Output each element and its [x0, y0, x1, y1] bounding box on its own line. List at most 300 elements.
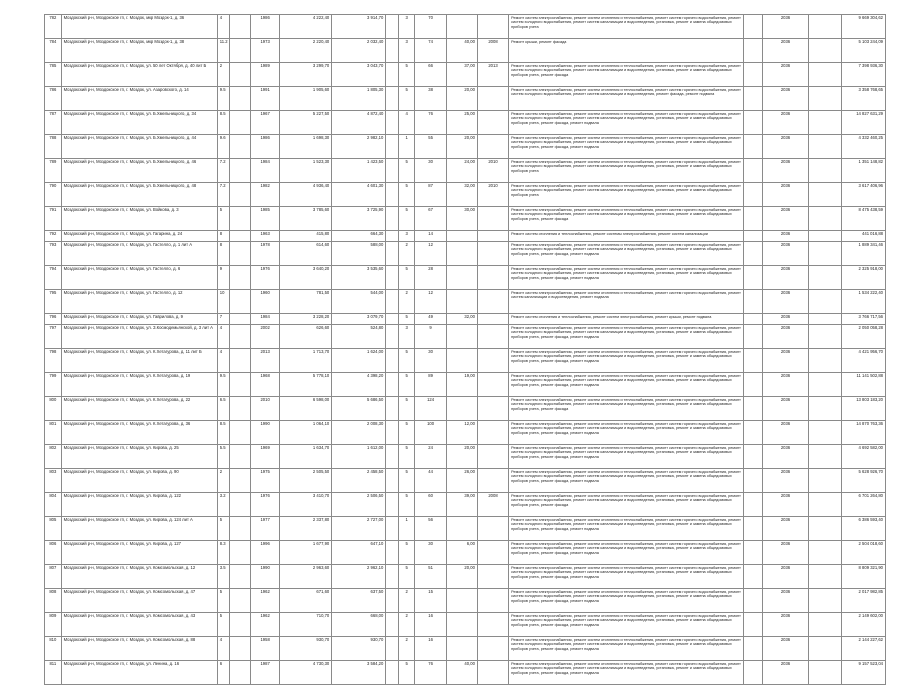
- build-year: 1960: [251, 290, 280, 314]
- total-area: 3 299,70: [280, 63, 332, 87]
- wall-material: 4: [217, 325, 229, 349]
- table-row: [45, 565, 886, 589]
- blank-col: [808, 111, 841, 135]
- row-number: 797: [45, 325, 62, 349]
- floors: 2: [398, 589, 415, 613]
- last-repair-year: [477, 541, 508, 565]
- estimated-cost: 8 475 438,59: [842, 207, 886, 231]
- living-area: 930,70: [332, 637, 386, 661]
- wear-percent: [446, 517, 477, 541]
- living-area: 3 079,70: [332, 314, 386, 325]
- residents: 12: [415, 242, 446, 266]
- table-row: [45, 541, 886, 565]
- wall-material: 9.5: [217, 373, 229, 397]
- wear-percent: [446, 613, 477, 637]
- residents: 15: [415, 589, 446, 613]
- wall-material: 8.5: [217, 111, 229, 135]
- blank-col: [386, 242, 398, 266]
- works-description: Ремонт систем электроснабжения, ремонт систем отопления и теплоснабжения, ремонт систем горячего водоснабжения, ремонт систем холодного водоснабжения, ремонт систем канализации и водоотведения, установка, ремонт и замена общедомовых приборов учета, ремонт фасада: [509, 397, 744, 421]
- wall-material: 9.6: [217, 135, 229, 159]
- blank-col: [808, 183, 841, 207]
- wear-percent: 37,00: [446, 63, 477, 87]
- living-area: 647,10: [332, 541, 386, 565]
- residents: 51: [415, 565, 446, 589]
- table-row: [45, 242, 886, 266]
- blank-col: [744, 565, 763, 589]
- total-area: 6 598,00: [280, 397, 332, 421]
- blank-col: [744, 87, 763, 111]
- row-number: 787: [45, 111, 62, 135]
- table-row: [45, 39, 886, 63]
- build-year: 1976: [251, 493, 280, 517]
- works-description: Ремонт систем электроснабжения, ремонт систем отопления и теплоснабжения, ремонт систем горячего водоснабжения, ремонт систем холодного водоснабжения, ремонт систем канализации и водоотведения, установка, ремонт и замена общедомовых приборов учета, ремонт фасада, ремонт подвала: [509, 445, 744, 469]
- wall-material: 8: [217, 231, 229, 242]
- build-year: 1984: [251, 314, 280, 325]
- total-area: 671,60: [280, 589, 332, 613]
- floors: 3: [398, 15, 415, 39]
- row-number: 792: [45, 231, 62, 242]
- last-repair-year: [477, 290, 508, 314]
- blank-col: [744, 469, 763, 493]
- residents: 76: [415, 661, 446, 685]
- blank-col: [386, 266, 398, 290]
- last-repair-year: [477, 325, 508, 349]
- blank-col: [744, 637, 763, 661]
- planned-year: 2036: [763, 349, 809, 373]
- total-area: 1 634,70: [280, 445, 332, 469]
- blank-col: [230, 493, 251, 517]
- blank-col: [386, 63, 398, 87]
- floors: 3: [398, 325, 415, 349]
- blank-col: [808, 290, 841, 314]
- floors: 5: [398, 87, 415, 111]
- estimated-cost: 13 803 183,20: [842, 397, 886, 421]
- last-repair-year: [477, 314, 508, 325]
- build-year: 2013: [251, 349, 280, 373]
- living-area: 637,50: [332, 589, 386, 613]
- total-area: 4 936,40: [280, 183, 332, 207]
- residents: 38: [415, 87, 446, 111]
- wall-material: 7: [217, 314, 229, 325]
- planned-year: 2036: [763, 589, 809, 613]
- floors: 4: [398, 111, 415, 135]
- living-area: 1 423,50: [332, 159, 386, 183]
- blank-col: [386, 469, 398, 493]
- blank-col: [386, 39, 398, 63]
- blank-col: [808, 39, 841, 63]
- blank-col: [744, 373, 763, 397]
- table-row: [45, 63, 886, 87]
- table-row: [45, 613, 886, 637]
- wall-material: 9.5: [217, 87, 229, 111]
- last-repair-year: [477, 661, 508, 685]
- blank-col: [386, 613, 398, 637]
- works-description: Ремонт систем электроснабжения, ремонт систем отопления и теплоснабжения, ремонт систем горячего водоснабжения, ремонт систем холодного водоснабжения, ремонт систем канализации и водоотведения, установка, ремонт и замена общедомовых приборов учета, ремонт фасада: [509, 63, 744, 87]
- row-number: 786: [45, 87, 62, 111]
- row-number: 789: [45, 159, 62, 183]
- wall-material: 11.2: [217, 39, 229, 63]
- blank-col: [386, 397, 398, 421]
- residents: 89: [415, 373, 446, 397]
- living-area: 1 624,00: [332, 349, 386, 373]
- row-number: 806: [45, 541, 62, 565]
- blank-col: [386, 111, 398, 135]
- address: Моздокский р-н, Моздокское гп, г. Моздок, ул. Кирова, д. 90: [61, 469, 217, 493]
- floors: 5: [398, 63, 415, 87]
- table-row: [45, 314, 886, 325]
- residents: 70: [415, 15, 446, 39]
- row-number: 795: [45, 290, 62, 314]
- residents: 100: [415, 421, 446, 445]
- address: Моздокский р-н, Моздокское гп, г. Моздок, ул. Гастелло, д. 1 лит А: [61, 242, 217, 266]
- living-area: 2 982,10: [332, 135, 386, 159]
- table-row: [45, 589, 886, 613]
- works-description: Ремонт систем электроснабжения, ремонт систем отопления и теплоснабжения, ремонт систем горячего водоснабжения, ремонт систем холодного водоснабжения, ремонт систем канализации и водоотведения, установка, ремонт и замена общедомовых приборов учета: [509, 183, 744, 207]
- blank-col: [230, 207, 251, 231]
- floors: 5: [398, 159, 415, 183]
- table-row: [45, 397, 886, 421]
- wall-material: 5: [217, 589, 229, 613]
- wear-percent: [446, 325, 477, 349]
- living-area: 524,80: [332, 325, 386, 349]
- table-row: [45, 493, 886, 517]
- address: Моздокский р-н, Моздокское гп, г. Моздок, ул. Кирова, д. 122: [61, 493, 217, 517]
- last-repair-year: 2010: [477, 159, 508, 183]
- estimated-cost: 3 358 768,65: [842, 87, 886, 111]
- address: Моздокский р-н, Моздокское гп, г. Моздок, ул. Кирова, д. 25: [61, 445, 217, 469]
- last-repair-year: [477, 231, 508, 242]
- living-area: 3 725,90: [332, 207, 386, 231]
- register-rows: [45, 15, 886, 685]
- build-year: 2010: [251, 397, 280, 421]
- address: Моздокский р-н, Моздокское гп, г. Моздок, ул. Б.Хмельницкого, д. 34: [61, 111, 217, 135]
- blank-col: [744, 661, 763, 685]
- blank-col: [744, 541, 763, 565]
- blank-col: [230, 373, 251, 397]
- blank-col: [744, 613, 763, 637]
- floors: 5: [398, 493, 415, 517]
- total-area: 1 905,60: [280, 87, 332, 111]
- estimated-cost: 2 017 982,85: [842, 589, 886, 613]
- residents: 44: [415, 469, 446, 493]
- living-area: 5 686,50: [332, 397, 386, 421]
- wear-percent: [446, 589, 477, 613]
- blank-col: [808, 349, 841, 373]
- total-area: 710,70: [280, 613, 332, 637]
- residents: 66: [415, 63, 446, 87]
- blank-col: [744, 231, 763, 242]
- address: Моздокский р-н, Моздокское гп, г. Моздок, ул. Кирова, д. 124 лит А: [61, 517, 217, 541]
- wall-material: 6.5: [217, 397, 229, 421]
- floors: 5: [398, 565, 415, 589]
- blank-col: [230, 565, 251, 589]
- row-number: 791: [45, 207, 62, 231]
- total-area: 2 220,40: [280, 39, 332, 63]
- total-area: 5 227,50: [280, 111, 332, 135]
- blank-col: [230, 541, 251, 565]
- table-row: [45, 349, 886, 373]
- last-repair-year: [477, 445, 508, 469]
- planned-year: 2036: [763, 469, 809, 493]
- works-description: Ремонт систем отопления и теплоснабжения, ремонт системы электроснабжения, ремонт систем канализации: [509, 231, 744, 242]
- planned-year: 2036: [763, 445, 809, 469]
- table-row: [45, 111, 886, 135]
- residents: 74: [415, 39, 446, 63]
- blank-col: [744, 589, 763, 613]
- table-row: [45, 445, 886, 469]
- estimated-cost: 14 827 631,29: [842, 111, 886, 135]
- blank-col: [386, 231, 398, 242]
- table-row: [45, 373, 886, 397]
- living-area: 3 043,70: [332, 63, 386, 87]
- blank-col: [386, 373, 398, 397]
- table-row: [45, 15, 886, 39]
- blank-col: [230, 231, 251, 242]
- address: Моздокский р-н, Моздокское гп, г. Моздок, ул. Б.Хмельницкого, д. 46: [61, 159, 217, 183]
- residents: 16: [415, 613, 446, 637]
- residents: 30: [415, 159, 446, 183]
- blank-col: [808, 87, 841, 111]
- build-year: 1990: [251, 565, 280, 589]
- floors: 5: [398, 373, 415, 397]
- floors: 5: [398, 266, 415, 290]
- total-area: 781,50: [280, 290, 332, 314]
- total-area: 1 698,30: [280, 135, 332, 159]
- works-description: Ремонт систем электроснабжения, ремонт систем отопления и теплоснабжения, ремонт систем горячего водоснабжения, ремонт систем холодного водоснабжения, ремонт систем канализации и водоотведения, установка, ремонт и замена общедомовых приборов учета, ремонт фасада, ремонт подвала: [509, 373, 744, 397]
- table-row: [45, 135, 886, 159]
- blank-col: [808, 541, 841, 565]
- estimated-cost: 9 669 304,62: [842, 15, 886, 39]
- estimated-cost: 3 766 717,56: [842, 314, 886, 325]
- residents: 24: [415, 445, 446, 469]
- planned-year: 2036: [763, 661, 809, 685]
- row-number: 788: [45, 135, 62, 159]
- blank-col: [230, 314, 251, 325]
- last-repair-year: [477, 242, 508, 266]
- blank-col: [808, 589, 841, 613]
- blank-col: [230, 111, 251, 135]
- address: Моздокский р-н, Моздокское гп, г. Моздок, ул. Гастелло, д. 12: [61, 290, 217, 314]
- wear-percent: 40,00: [446, 39, 477, 63]
- estimated-cost: 4 421 956,70: [842, 349, 886, 373]
- estimated-cost: 5 628 926,70: [842, 469, 886, 493]
- estimated-cost: 1 889 341,46: [842, 242, 886, 266]
- residents: 76: [415, 111, 446, 135]
- last-repair-year: [477, 87, 508, 111]
- build-year: 1990: [251, 421, 280, 445]
- blank-col: [744, 517, 763, 541]
- works-description: Ремонт систем электроснабжения, ремонт систем отопления и теплоснабжения, ремонт систем горячего водоснабжения, ремонт систем холодного водоснабжения, ремонт систем канализации и водоотведения, установка, ремонт и замена общедомовых приборов учета, ремонт фасада, ремонт подвала: [509, 469, 744, 493]
- living-area: 2 506,50: [332, 493, 386, 517]
- last-repair-year: [477, 589, 508, 613]
- living-area: 2 727,00: [332, 517, 386, 541]
- wear-percent: 32,00: [446, 314, 477, 325]
- address: Моздокский р-н, Моздокское гп, г. Моздок, мкр Моздок-1, д. 38: [61, 39, 217, 63]
- blank-col: [744, 349, 763, 373]
- works-description: Ремонт систем электроснабжения, ремонт систем отопления и теплоснабжения, ремонт систем горячего водоснабжения, ремонт систем холодного водоснабжения, ремонт систем канализации и водоотведения, установка, ремонт и замена общедомовых приборов учета, ремонт фасада, ремонт подвала: [509, 421, 744, 445]
- wear-percent: [446, 397, 477, 421]
- works-description: Ремонт систем электроснабжения, ремонт систем отопления и теплоснабжения, ремонт систем горячего водоснабжения, ремонт систем холодного водоснабжения, ремонт систем канализации и водоотведения, установка, ремонт и замена общедомовых приборов учета, ремонт фасада, ремонт подвала: [509, 111, 744, 135]
- wear-percent: 6,00: [446, 541, 477, 565]
- row-number: 796: [45, 314, 62, 325]
- planned-year: 2036: [763, 231, 809, 242]
- blank-col: [744, 63, 763, 87]
- residents: 16: [415, 637, 446, 661]
- wear-percent: 20,00: [446, 135, 477, 159]
- address: Моздокский р-н, Моздокское гп, г. Моздок, ул. К.Хетагурова, д. 36: [61, 421, 217, 445]
- row-number: 784: [45, 39, 62, 63]
- floors: 5: [398, 183, 415, 207]
- row-number: 782: [45, 15, 62, 39]
- wall-material: 7.2: [217, 159, 229, 183]
- build-year: 1978: [251, 242, 280, 266]
- blank-col: [744, 15, 763, 39]
- planned-year: 2036: [763, 266, 809, 290]
- wear-percent: 12,00: [446, 421, 477, 445]
- build-year: 1984: [251, 159, 280, 183]
- blank-col: [744, 242, 763, 266]
- last-repair-year: [477, 135, 508, 159]
- estimated-cost: 1 351 148,82: [842, 159, 886, 183]
- table-row: [45, 87, 886, 111]
- last-repair-year: [477, 565, 508, 589]
- estimated-cost: 2 149 602,00: [842, 613, 886, 637]
- address: Моздокский р-н, Моздокское гп, г. Моздок, ул. Гагарина, д. 24: [61, 231, 217, 242]
- floors: 5: [398, 661, 415, 685]
- blank-col: [808, 637, 841, 661]
- floors: 1: [398, 517, 415, 541]
- floors: 5: [398, 314, 415, 325]
- build-year: 1958: [251, 637, 280, 661]
- blank-col: [386, 135, 398, 159]
- floors: 2: [398, 637, 415, 661]
- blank-col: [386, 183, 398, 207]
- works-description: Ремонт систем электроснабжения, ремонт систем отопления и теплоснабжения, ремонт систем горячего водоснабжения, ремонт систем холодного водоснабжения, ремонт систем канализации и водоотведения, установка, ремонт и замена общедомовых приборов учета, ремонт фасада, ремонт подвала: [509, 589, 744, 613]
- blank-col: [744, 397, 763, 421]
- blank-col: [230, 159, 251, 183]
- blank-col: [744, 493, 763, 517]
- last-repair-year: 2008: [477, 39, 508, 63]
- address: Моздокский р-н, Моздокское гп, г. Моздок, ул. Кирова, д. 127: [61, 541, 217, 565]
- wear-percent: 32,00: [446, 183, 477, 207]
- works-description: Ремонт систем электроснабжения, ремонт систем отопления и теплоснабжения, ремонт систем горячего водоснабжения, ремонт систем холодного водоснабжения, ремонт систем канализации и водоотведения, ремонт фасада, ремонт подвала: [509, 87, 744, 111]
- blank-col: [744, 290, 763, 314]
- planned-year: 2036: [763, 111, 809, 135]
- row-number: 798: [45, 349, 62, 373]
- estimated-cost: 4 332 460,25: [842, 135, 886, 159]
- address: Моздокский р-н, Моздокское гп, г. Моздок, ул. Б.Хмельницкого, д. 48: [61, 183, 217, 207]
- row-number: 802: [45, 445, 62, 469]
- address: Моздокский р-н, Моздокское гп, г. Моздок, ул. Б.Хмельницкого, д. 44: [61, 135, 217, 159]
- build-year: 1977: [251, 517, 280, 541]
- row-number: 803: [45, 469, 62, 493]
- blank-col: [230, 15, 251, 39]
- blank-col: [808, 242, 841, 266]
- blank-col: [386, 325, 398, 349]
- build-year: 1973: [251, 39, 280, 63]
- blank-col: [386, 349, 398, 373]
- blank-col: [230, 349, 251, 373]
- wall-material: 8.3: [217, 541, 229, 565]
- wear-percent: [446, 231, 477, 242]
- blank-col: [230, 39, 251, 63]
- living-area: 2 008,30: [332, 421, 386, 445]
- residents: 56: [415, 517, 446, 541]
- planned-year: 2036: [763, 373, 809, 397]
- blank-col: [230, 135, 251, 159]
- last-repair-year: [477, 613, 508, 637]
- last-repair-year: 2013: [477, 63, 508, 87]
- wall-material: 5.5: [217, 445, 229, 469]
- blank-col: [386, 15, 398, 39]
- total-area: 1 677,90: [280, 541, 332, 565]
- planned-year: 2036: [763, 207, 809, 231]
- address: Моздокский р-н, Моздокское гп, г. Моздок, ул. Комсомольская, д. 12: [61, 565, 217, 589]
- register-table: [44, 14, 886, 685]
- row-number: 810: [45, 637, 62, 661]
- blank-col: [386, 517, 398, 541]
- blank-col: [808, 207, 841, 231]
- blank-col: [808, 421, 841, 445]
- estimated-cost: 1 534 222,40: [842, 290, 886, 314]
- build-year: 1987: [251, 661, 280, 685]
- blank-col: [808, 397, 841, 421]
- table-row: [45, 469, 886, 493]
- works-description: Ремонт систем электроснабжения, ремонт систем отопления и теплоснабжения, ремонт систем горячего водоснабжения, ремонт систем холодного водоснабжения, ремонт систем канализации и водоотведения, установка, ремонт и замена общедомовых приборов учета, ремонт фасада, ремонт подвала: [509, 661, 744, 685]
- residents: 124: [415, 397, 446, 421]
- blank-col: [230, 242, 251, 266]
- wear-percent: 20,00: [446, 565, 477, 589]
- row-number: 808: [45, 589, 62, 613]
- blank-col: [386, 493, 398, 517]
- address: Моздокский р-н, Моздокское гп, г. Моздок, ул. Комсомольская, д. 43: [61, 613, 217, 637]
- blank-col: [808, 373, 841, 397]
- build-year: 1982: [251, 183, 280, 207]
- blank-col: [230, 421, 251, 445]
- build-year: 1989: [251, 63, 280, 87]
- row-number: 785: [45, 63, 62, 87]
- wear-percent: 30,00: [446, 207, 477, 231]
- last-repair-year: [477, 397, 508, 421]
- wear-percent: [446, 290, 477, 314]
- blank-col: [744, 266, 763, 290]
- row-number: 800: [45, 397, 62, 421]
- blank-col: [230, 445, 251, 469]
- planned-year: 2036: [763, 15, 809, 39]
- table-row: [45, 637, 886, 661]
- floors: 2: [398, 613, 415, 637]
- row-number: 805: [45, 517, 62, 541]
- table-row: [45, 183, 886, 207]
- wall-material: 5: [217, 517, 229, 541]
- floors: 5: [398, 349, 415, 373]
- blank-col: [744, 183, 763, 207]
- total-area: 930,70: [280, 637, 332, 661]
- wear-percent: 26,00: [446, 469, 477, 493]
- wear-percent: 24,00: [446, 159, 477, 183]
- living-area: 2 962,10: [332, 565, 386, 589]
- address: Моздокский р-н, Моздокское гп, г. Моздок, мкр Моздок-1, д. 36: [61, 15, 217, 39]
- build-year: 1976: [251, 266, 280, 290]
- works-description: Ремонт систем электроснабжения, ремонт систем отопления и теплоснабжения, ремонт систем горячего водоснабжения, ремонт систем холодного водоснабжения, ремонт систем канализации и водоотведения, установка, ремонт и замена общедомовых приборов учета, ремонт фасада, ремонт подвала: [509, 135, 744, 159]
- living-area: 3 584,20: [332, 661, 386, 685]
- blank-col: [386, 290, 398, 314]
- living-area: 4 601,30: [332, 183, 386, 207]
- blank-col: [808, 517, 841, 541]
- estimated-cost: 6 386 593,40: [842, 517, 886, 541]
- living-area: 1 805,30: [332, 87, 386, 111]
- works-description: Ремонт систем электроснабжения, ремонт систем отопления и теплоснабжения, ремонт систем горячего водоснабжения, ремонт систем холодного водоснабжения, ремонт систем канализации и водоотведения, установка, ремонт и замена общедомовых приборов учета, ремонт фасада, ремонт подвала: [509, 565, 744, 589]
